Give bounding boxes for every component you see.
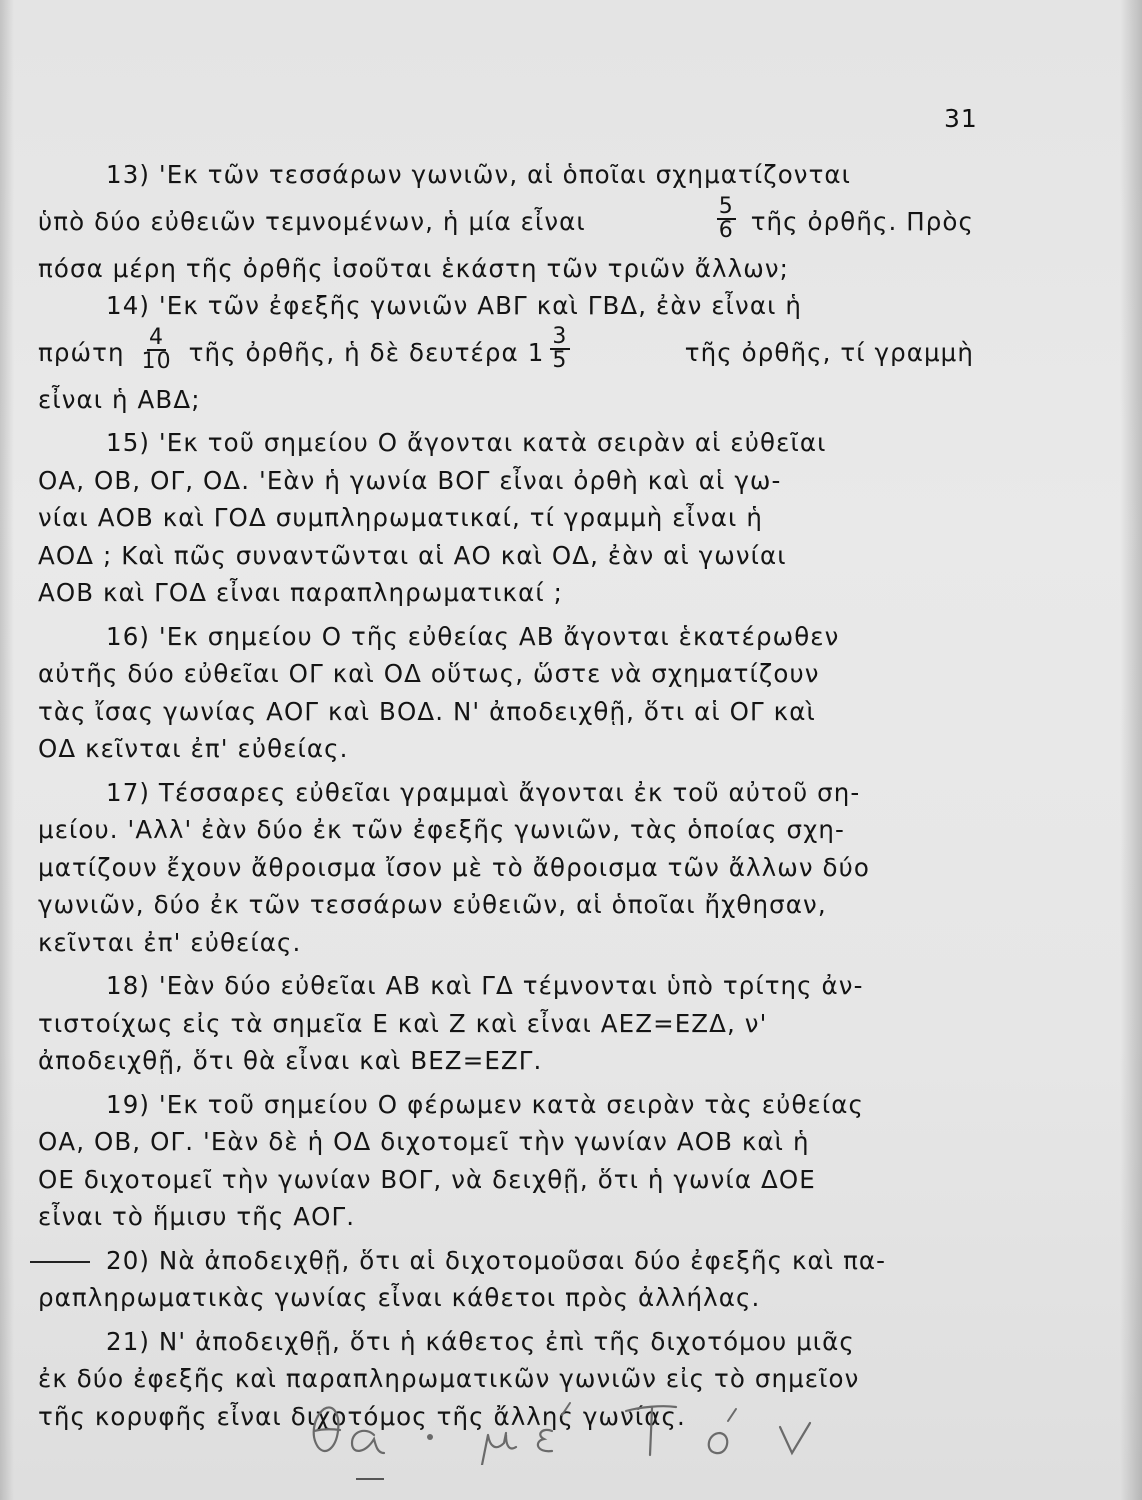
exercise-17-line-1: 17) Τέσσαρες εὐθεῖαι γραμμαὶ ἄγονται ἐκ τοῦ αὐτοῦ ση- (106, 777, 861, 807)
fraction-4-10: $\frac{4}{10}$ (141, 324, 172, 374)
exercise-17-line-2: μείου. 'Αλλ' ἐὰν δύο ἐκ τῶν ἐφεξῆς γωνιῶν, τὰς ὁποίας σχη- (38, 815, 845, 844)
exercise-14-line-2: πρώτη $\frac{4}{10}$ τῆς ὀρθῆς, ἡ δὲ δευτέρα 1 $\frac{3}{5}$ τῆς ὀρθῆς, τί γραμμὴ (38, 325, 974, 381)
exercise-18-line-1: 18) 'Εὰν δύο εὐθεῖαι ΑΒ καὶ ΓΔ τέμνονται ὑπὸ τρίτης ἀν- (106, 971, 864, 1000)
exercise-15-line-5: ΑΟΒ καὶ ΓΟΔ εἶναι παραπληρωματικαί ; (38, 578, 563, 607)
exercise-21-line-2: ἐκ δύο ἐφεξῆς καὶ παραπληρωματικῶν γωνιῶν εἰς τὸ σημεῖον (38, 1364, 860, 1393)
exercise-17-line-3: ματίζουν ἔχουν ἄθροισμα ἴσον μὲ τὸ ἄθροισμα τῶν ἄλλων δύο (38, 852, 870, 882)
fraction-5-6: $\frac{5}{6}$ (718, 193, 734, 243)
exercise-15-line-3: νίαι ΑΟΒ καὶ ΓΟΔ συμπληρωματικαί, τί γραμμὴ εἶναι ἡ (38, 503, 763, 532)
page-number: 31 (944, 104, 978, 133)
exercise-13-line-3: πόσα μέρη τῆς ὀρθῆς ἰσοῦται ἑκάστη τῶν τριῶν ἄλλων; (38, 253, 789, 283)
exercise-19-line-4: εἶναι τὸ ἥμισυ τῆς ΑΟΓ. (38, 1202, 356, 1231)
exercise-13-line-2: ὑπὸ δύο εὐθειῶν τεμνομένων, ἡ μία εἶναι $\frac{5}{6}$ τῆς ὀρθῆς. Πρὸς (38, 193, 974, 243)
exercise-18-line-3: ἀποδειχθῇ, ὅτι θὰ εἶναι καὶ ΒΕΖ=ΕΖΓ. (38, 1046, 543, 1075)
exercise-15-line-2: ΟΑ, ΟΒ, ΟΓ, ΟΔ. 'Εὰν ἡ γωνία ΒΟΓ εἶναι ὀρθὴ καὶ αἱ γω- (38, 465, 782, 495)
exercise-18-line-2: τιστοίχως εἰς τὰ σημεῖα Ε καὶ Ζ καὶ εἶναι ΑΕΖ=ΕΖΔ, ν' (38, 1008, 768, 1038)
exercise-13-line-1: 13) 'Εκ τῶν τεσσάρων γωνιῶν, αἱ ὁποῖαι σχηματίζονται (106, 160, 852, 189)
exercise-14-line-3: εἶναι ἡ ΑΒΔ; (38, 384, 201, 414)
margin-pen-dash (30, 1261, 90, 1263)
exercise-15-line-4: ΑΟΔ ; Καὶ πῶς συναντῶνται αἱ ΑΟ καὶ ΟΔ, ἐὰν αἱ γωνίαι (38, 540, 787, 570)
exercise-19-line-2: ΟΑ, ΟΒ, ΟΓ. 'Εὰν δὲ ἡ ΟΔ διχοτομεῖ τὴν γωνίαν ΑΟΒ καὶ ἡ (38, 1127, 810, 1156)
exercise-19-line-1: 19) 'Εκ τοῦ σημείου Ο φέρωμεν κατὰ σειρὰν τὰς εὐθείας (106, 1089, 864, 1119)
exercise-17-line-4: γωνιῶν, δύο ἐκ τῶν τεσσάρων εὐθειῶν, αἱ ὁποῖαι ἤχθησαν, (38, 890, 827, 919)
exercise-16-line-1: 16) 'Εκ σημείου Ο τῆς εὐθείας ΑΒ ἄγονται ἑκατέρωθεν (106, 621, 840, 651)
exercise-16-line-3: τὰς ἴσας γωνίας ΑΟΓ καὶ ΒΟΔ. Ν' ἀποδειχθῇ, ὅτι αἱ ΟΓ καὶ (38, 696, 816, 726)
handwritten-note (300, 1395, 860, 1465)
svg-text:θα - μέ τόν: θα - μέ τόν (300, 1395, 306, 1396)
exercise-19-line-3: ΟΕ διχοτομεῖ τὴν γωνίαν ΒΟΓ, νὰ δειχθῇ, ὅτι ἡ γωνία ΔΟΕ (38, 1164, 816, 1194)
page-shadow-left (0, 0, 14, 1500)
exercise-16-line-4: ΟΔ κεῖνται ἐπ' εὐθείας. (38, 734, 349, 763)
exercise-20-line-2: ραπληρωματικὰς γωνίας εἶναι κάθετοι πρὸς ἀλλήλας. (38, 1283, 761, 1312)
exercise-16-line-2: αὐτῆς δύο εὐθεῖαι ΟΓ καὶ ΟΔ οὕτως, ὥστε νὰ σχηματίζουν (38, 659, 820, 688)
exercise-14-line-1: 14) 'Εκ τῶν ἐφεξῆς γωνιῶν ΑΒΓ καὶ ΓΒΔ, ἐὰν εἶναι ἡ (106, 291, 802, 320)
exercise-21-line-1: 21) Ν' ἀποδειχθῇ, ὅτι ἡ κάθετος ἐπὶ τῆς διχοτόμου μιᾶς (106, 1326, 855, 1356)
exercise-17-line-5: κεῖνται ἐπ' εὐθείας. (38, 927, 302, 957)
exercise-15-line-1: 15) 'Εκ τοῦ σημείου Ο ἄγονται κατὰ σειρὰν αἱ εὐθεῖαι (106, 428, 827, 457)
page-shadow-right (1120, 0, 1142, 1500)
exercise-list (38, 156, 974, 1435)
pencil-stroke-mark (356, 1478, 384, 1480)
exercise-21-line-3: τῆς κορυφῆς εἶναι διχοτόμος τῆς ἄλλης γωνίας. (38, 1401, 686, 1431)
mixed-number-1-3-5: 1 $\frac{3}{5}$ (527, 323, 568, 373)
exercise-20-line-1: 20) Νὰ ἀποδειχθῇ, ὅτι αἱ διχοτομοῦσαι δύο ἐφεξῆς καὶ πα- (38, 1242, 974, 1280)
